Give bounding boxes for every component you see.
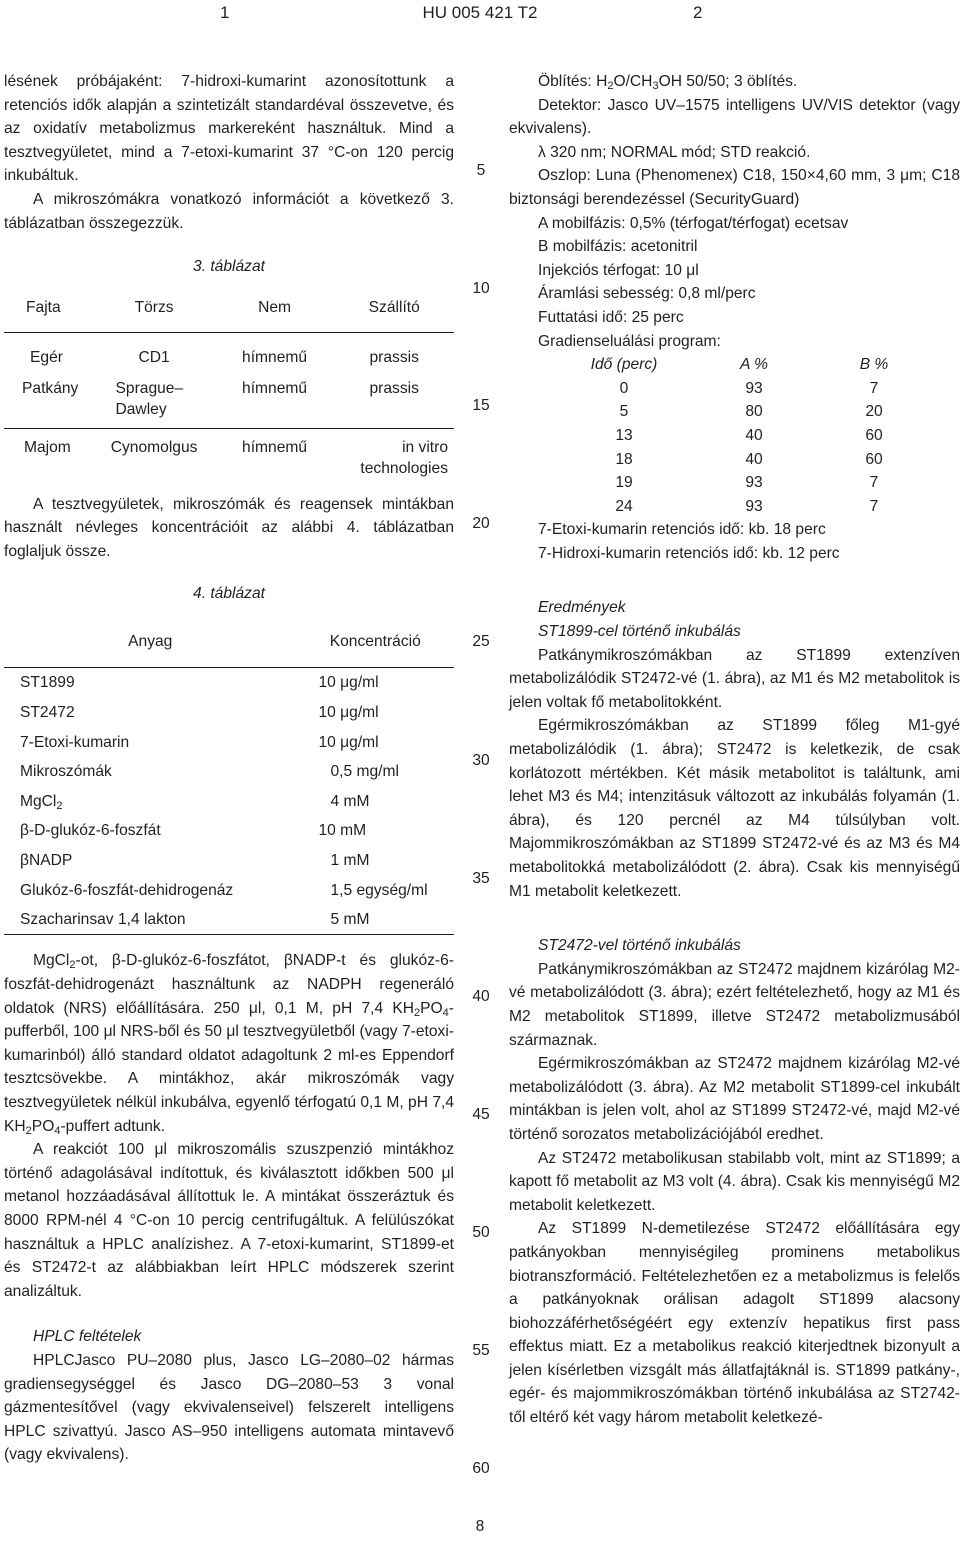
hplc-heading: HPLC feltételek: [33, 1328, 142, 1346]
table3-cell: Cynomolgus: [110, 438, 198, 456]
table-row: [549, 471, 939, 495]
line-number: 50: [472, 1224, 490, 1241]
table3-cell: hímnemű: [242, 348, 308, 366]
table-row: [4, 727, 454, 757]
table3-cell: prassis: [369, 348, 419, 366]
subscript: 3: [652, 80, 659, 92]
table-row: [549, 448, 939, 472]
gradient-cell: 93: [745, 474, 763, 492]
gradient-header-a: A %: [739, 356, 769, 374]
text-span: O/CH: [613, 73, 653, 90]
line-number: 35: [472, 870, 490, 887]
table3-cell: Sprague–Dawley: [115, 379, 184, 418]
table3-cell: Patkány: [22, 379, 79, 397]
gradient-cell: 0: [619, 379, 629, 397]
table-row: [4, 816, 454, 846]
mgcl-subscript: 2: [56, 799, 63, 812]
table4-cell: 10 mM: [318, 822, 367, 840]
table3-cell: hímnemű: [242, 379, 308, 397]
table4-caption: 4. táblázat: [193, 584, 265, 602]
st1899-incubation-heading: ST1899-cel történő inkubálás: [538, 623, 741, 641]
table3-cell: Egér: [30, 348, 63, 366]
table4-cell: [4, 787, 297, 817]
line-number: 25: [472, 633, 490, 650]
table3-header-sex: Nem: [258, 298, 292, 316]
subscript: 4: [442, 1006, 449, 1019]
table4-cell: 1,5 egység/ml: [330, 881, 428, 899]
paragraph-continuation: lésének próbájaként: 7-hidroxi-kumarint azonosítottunk a retenciós idők alapján a szintetizált standardéval összevetve, és az oxidatív metabolizmus markereként használtuk. Mind a tesztvegyületet, mind a 7-etoxi-kumarint 37 °C-on 120 percig inkubáltuk.: [4, 73, 454, 185]
gradient-cell: 20: [865, 403, 883, 421]
table3-header-strain: Törzs: [134, 298, 174, 316]
gradient-cell: 60: [865, 450, 883, 468]
left-column: [4, 70, 454, 1467]
hplc-run-time: Futtatási idő: 25 perc: [538, 308, 684, 326]
hplc-injection-volume: Injekciós térfogat: 10 μl: [538, 261, 699, 279]
table4-cell: βNADP: [20, 851, 73, 869]
hplc-mobile-phase-b: B mobilfázis: acetonitril: [538, 238, 698, 256]
hplc-column: Oszlop: Luna (Phenomenex) C18, 150×4,60 mm, 3 μm; C18 biztonsági berendezéssel (SecurityGuard): [509, 167, 960, 208]
table-row: [4, 905, 454, 935]
header-doc-number: HU 005 421 T2: [422, 3, 538, 22]
st2472-incubation-heading: ST2472-vel történő inkubálás: [538, 937, 741, 955]
table3-cell: hímnemű: [242, 438, 308, 456]
gradient-cell: 40: [745, 426, 763, 444]
text-span: PO: [420, 999, 443, 1017]
text-span: -puffert adtunk.: [60, 1117, 166, 1135]
line-number: 30: [472, 752, 490, 769]
line-number: 20: [472, 515, 490, 532]
hplc-wavelength: λ 320 nm; NORMAL mód; STD reakció.: [538, 143, 811, 161]
table-row: [549, 495, 939, 519]
table3-cell: CD1: [138, 348, 170, 366]
gradient-cell: 5: [619, 403, 629, 421]
line-number: 15: [472, 397, 490, 414]
table3-caption: 3. táblázat: [193, 258, 265, 276]
line-number: 5: [476, 162, 486, 179]
text-span: -ot, β-D-glukóz-6-foszfátot, βNADP-t és glukóz-6-foszfát-dehidrogenázt használtunk az NADPH regeneráló oldatok (NRS) előállítására. 250 μl, 0,1 M, pH 7,4 KH: [4, 952, 454, 1017]
header-right-page-number: 2: [693, 3, 703, 22]
hplc-rinse: [509, 70, 960, 94]
text-span: Öblítés: H: [538, 73, 608, 90]
gradient-header-time: Idő (perc): [590, 356, 658, 374]
table4-cell: 0,5 mg/ml: [330, 763, 399, 781]
table-row: [4, 875, 454, 905]
table4-cell: 4 mM: [330, 792, 370, 810]
subscript: 2: [25, 1124, 32, 1137]
table4-header-substance: Anyag: [128, 632, 173, 650]
table4-cell: ST1899: [20, 674, 75, 692]
gradient-cell: 93: [745, 497, 763, 515]
hplc-mobile-phase-a: A mobilfázis: 0,5% (térfogat/térfogat) ecetsav: [538, 214, 849, 232]
subscript: 2: [69, 959, 76, 972]
paragraph-rat-st1899: Patkánymikroszómákban az ST1899 extenzíven metabolizálódik ST2472-vé (1. ábra), az M1 és M2 metabolitok is jelen voltak fő metabolitokként.: [509, 646, 960, 711]
table-row: [4, 846, 454, 876]
gradient-header-b: B %: [859, 356, 889, 374]
paragraph-rat-st2472: Patkánymikroszómákban az ST2472 majdnem kizárólag M2-vé metabolizálódott (3. ábra); ezért feltételezhető, hogy az M1 és M2 metabolitok ST1899, illetve ST2472 metabolizmusából származnak.: [509, 960, 960, 1049]
gradient-cell: 7: [869, 474, 879, 492]
gradient-cell: 19: [615, 474, 633, 492]
gradient-cell: 93: [745, 379, 763, 397]
table-row: [4, 376, 454, 429]
hplc-detector: Detektor: Jasco UV–1575 intelligens UV/VIS detektor (vagy ekvivalens).: [509, 96, 960, 138]
gradient-title: Gradienseluálási program:: [538, 332, 721, 350]
table3-header-species: Fajta: [26, 298, 61, 316]
gradient-cell: 7: [869, 379, 879, 397]
paragraph-mouse-st2472: Egérmikroszómákban az ST2472 majdnem kizárólag M2-vé metabolizálódott (3. ábra). Az M2 metabolit ST1899-cel inkubált mintákban is jelen volt, ahol az ST1899 ST2472-vé, majd M2-vé történő sorozatos metabolizációjából eredhet.: [509, 1055, 960, 1143]
table3-cell: Majom: [24, 438, 71, 456]
table-row: [4, 668, 454, 698]
paragraph-nrs-preparation: [4, 949, 454, 1138]
table-row: [549, 424, 939, 448]
paragraph-stability: Az ST2472 metabolikusan stabilabb volt, mint az ST1899; a kapott fő metabolit az M3 volt (4. ábra). Csak kis mennyiségű M2 metabolit keletkezett.: [509, 1149, 960, 1214]
results-heading: Eredmények: [538, 599, 626, 617]
table4-cell: 10 μg/ml: [318, 733, 379, 751]
table4-cell: 7-Etoxi-kumarin: [20, 733, 130, 751]
hplc-flow-rate: Áramlási sebesség: 0,8 ml/perc: [538, 285, 756, 303]
table-row: [4, 698, 454, 728]
text-span: PO: [31, 1117, 55, 1135]
paragraph-reaction: A reakciót 100 μl mikroszomális szuszpenzió mintákhoz történő adagolásával indítottuk, és kiválasztott időkben 500 μl metanol hozzáadásával állítottuk le. A mintákat összeráztuk és 8000 RPM-nél 4 °C-on 10 percig centrifugáltuk. A felülúszókat használtuk a HPLC analízishez. A 7-etoxi-kumarint, ST1899-et és ST2472-t az alábbiakban leírt HPLC módszerek szerint analizáltuk.: [4, 1141, 454, 1300]
table4-cell: Glukóz-6-foszfát-dehidrogenáz: [20, 881, 234, 899]
subscript: 2: [414, 1006, 421, 1019]
table-row: [549, 400, 939, 424]
paragraph-hplc-pump: HPLCJasco PU–2080 plus, Jasco LG–2080–02 hármas gradiensegységgel és Jasco DG–2080–53 3 vonal gázmentesítővel (vagy ekvivalenseivel) felszerelt intelligens HPLC szivattyú. Jasco AS–950 intelligens automata mintavevő (vagy ekvivalens).: [4, 1351, 454, 1464]
paragraph-mouse-st1899: Egérmikroszómákban az ST1899 főleg M1-gyé metabolizálódik (1. ábra); ST2472 is keletkezik, de csak korlátozott mértékben. Két másik metabolitot is találtunk, ami lehet M3 és M4; intenzitásuk változott az inkubálás folyamán (1. ábra), és 120 percnél az M4 túlsúlyban volt. Majommikroszómákban az ST1899 ST2472-vé és az M3 és M4 metabolitokká metabolizálódott (2. ábra). Csak kis mennyiségű M1 metabolit keletkezett.: [509, 717, 960, 900]
table-row: [4, 428, 454, 487]
table4-cell: Szacharinsav 1,4 lakton: [20, 911, 186, 929]
gradient-cell: 60: [865, 426, 883, 444]
paragraph-microsome-info: A mikroszómákra vonatkozó információt a következő 3. táblázatban összegezzük.: [4, 190, 454, 232]
line-number: 10: [472, 280, 490, 297]
paragraph-concentrations: A tesztvegyületek, mikroszómák és reagensek mintákban használt névleges koncentrációit az alábbi 4. táblázatban foglaljuk össze.: [4, 495, 454, 560]
text-span: OH 50/50; 3 öblítés.: [658, 73, 798, 90]
table4-cell: 10 μg/ml: [318, 674, 379, 692]
gradient-cell: 80: [745, 403, 763, 421]
gradient-cell: 18: [615, 450, 633, 468]
mgcl-text: MgCl: [20, 792, 57, 810]
table-row: [4, 332, 454, 376]
table3-cell: prassis: [369, 379, 419, 397]
retention-time-hydroxy: 7-Hidroxi-kumarin retenciós idő: kb. 12 perc: [538, 544, 840, 562]
table3: [4, 285, 454, 487]
table4: [4, 615, 454, 935]
header-left-page-number: 1: [220, 3, 230, 22]
table-row: [4, 787, 454, 817]
right-column: [509, 70, 960, 1430]
line-number: 60: [472, 1460, 490, 1477]
table4-cell: 10 μg/ml: [318, 704, 379, 722]
text-span: MgCl: [33, 952, 70, 970]
retention-time-ethoxy: 7-Etoxi-kumarin retenciós idő: kb. 18 perc: [538, 521, 826, 539]
page-number: 8: [475, 1518, 485, 1535]
table4-header-concentration: Koncentráció: [329, 632, 421, 650]
gradient-cell: 7: [869, 497, 879, 515]
line-number: 40: [472, 988, 490, 1005]
paragraph-demethylation: Az ST1899 N-demetilezése ST2472 előállítására egy patkányokban mennyiségileg prominens metabolikus biotranszformáció. Feltételezhetően ez a metabolizmus is felelős a patkányoknak orálisan adagolt ST1899 alacsony biohozzáférhetőségéért egy extenzív hepatikus first pass effektus miatt. Ez a metabolikus reakció kiterjedtnek bizonyult a jelen kísérletben vizsgált más állatfajtáknál is. ST1899 patkány-, egér- és majommikroszómákban történő inkubálása az ST2742-től eltérő két vagy három metabolit keletkezé-: [509, 1220, 960, 1427]
table4-cell: ST2472: [20, 704, 75, 722]
table3-header-supplier: Szállító: [368, 298, 420, 316]
line-number: 55: [472, 1342, 490, 1359]
table4-cell: β-D-glukóz-6-foszfát: [20, 822, 161, 840]
gradient-table: [549, 353, 939, 518]
subscript: 4: [54, 1124, 61, 1137]
table4-cell: 1 mM: [330, 851, 370, 869]
line-number: 45: [472, 1106, 490, 1123]
table4-cell: Mikroszómák: [20, 763, 112, 781]
gradient-cell: 13: [615, 426, 633, 444]
text-span: -pufferből, 100 μl NRS-ből és 50 μl tesztvegyületből (vagy 7-etoxi-kumarinból) álló standard oldatot adagoltunk 2 ml-es Eppendorf tesztcsövekbe. A mintákhoz, akár mikroszómák vagy tesztvegyületek nélkül inkubálva, egyenlő térfogatú 0,1 M, pH 7,4 KH: [4, 999, 454, 1135]
table-row: [549, 377, 939, 401]
table-row: [4, 757, 454, 787]
table3-cell: in vitro technologies: [360, 438, 448, 477]
subscript: 2: [607, 80, 614, 92]
gradient-cell: 40: [745, 450, 763, 468]
gradient-cell: 24: [615, 497, 633, 515]
table4-cell: 5 mM: [330, 911, 370, 929]
